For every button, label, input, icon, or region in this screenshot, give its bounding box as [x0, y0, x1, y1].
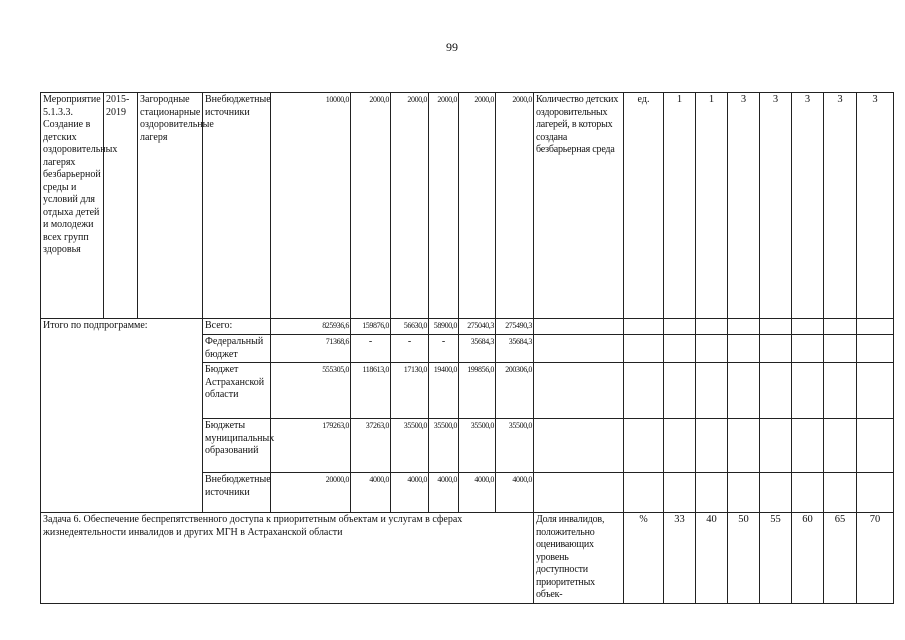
measure-indicator: Количество детских оздоровительных лагерей, в которых создана безбарьерная среда — [534, 93, 624, 319]
subtotal-amount: 4000,0 — [459, 473, 496, 513]
empty-cell — [664, 419, 696, 473]
measure-amount-2018: 2000,0 — [459, 93, 496, 319]
subtotal-amount: 37263,0 — [351, 419, 391, 473]
measure-row — [41, 93, 894, 319]
empty-cell — [696, 473, 728, 513]
subtotal-amount: 555305,0 — [271, 363, 351, 419]
measure-amount-2016: 2000,0 — [391, 93, 429, 319]
measure-value-7: 3 — [857, 93, 894, 319]
subtotal-amount: - — [351, 335, 391, 363]
subtotal-amount: 71368,6 — [271, 335, 351, 363]
empty-cell — [534, 363, 624, 419]
empty-cell — [624, 419, 664, 473]
task-value-1: 33 — [664, 513, 696, 604]
subtotal-amount: - — [391, 335, 429, 363]
subtotal-source: Бюджеты муниципальных образований — [203, 419, 271, 473]
empty-cell — [664, 363, 696, 419]
empty-cell — [760, 419, 792, 473]
measure-source: Внебюджетные источники — [203, 93, 271, 319]
measure-value-3: 3 — [728, 93, 760, 319]
empty-cell — [792, 363, 824, 419]
empty-cell — [534, 473, 624, 513]
empty-cell — [824, 419, 857, 473]
empty-cell — [696, 319, 728, 335]
subtotal-source: Федеральный бюджет — [203, 335, 271, 363]
subtotal-amount: 4000,0 — [351, 473, 391, 513]
subtotal-amount: 4000,0 — [496, 473, 534, 513]
empty-cell — [624, 319, 664, 335]
measure-amount-total: 10000,0 — [271, 93, 351, 319]
empty-cell — [696, 363, 728, 419]
empty-cell — [664, 473, 696, 513]
measure-name: Мероприятие 5.1.3.3. Создание в детских оздоровительных лагерях безбарьерной среды и условий для отдыха детей и молодежи всех групп здоровья — [41, 93, 104, 319]
task-unit: % — [624, 513, 664, 604]
empty-cell — [728, 319, 760, 335]
measure-value-6: 3 — [824, 93, 857, 319]
program-table — [40, 92, 894, 604]
subtotal-source: Внебюджетные источники — [203, 473, 271, 513]
empty-cell — [792, 319, 824, 335]
subtotal-amount: 200306,0 — [496, 363, 534, 419]
subtotal-amount: 35500,0 — [391, 419, 429, 473]
subtotal-row-total — [41, 319, 894, 335]
empty-cell — [824, 335, 857, 363]
subtotal-label: Итого по подпрограмме: — [41, 319, 203, 513]
subtotal-amount: 179263,0 — [271, 419, 351, 473]
subtotal-source: Бюджет Астраханской области — [203, 363, 271, 419]
subtotal-amount: 159876,0 — [351, 319, 391, 335]
measure-unit: ед. — [624, 93, 664, 319]
empty-cell — [857, 319, 894, 335]
empty-cell — [534, 335, 624, 363]
subtotal-amount: 4000,0 — [391, 473, 429, 513]
subtotal-source: Всего: — [203, 319, 271, 335]
subtotal-amount: 56630,0 — [391, 319, 429, 335]
subtotal-amount: 17130,0 — [391, 363, 429, 419]
subtotal-amount: 58900,0 — [429, 319, 459, 335]
task-value-4: 55 — [760, 513, 792, 604]
empty-cell — [664, 335, 696, 363]
task-value-3: 50 — [728, 513, 760, 604]
subtotal-amount: 35500,0 — [496, 419, 534, 473]
task-value-2: 40 — [696, 513, 728, 604]
empty-cell — [824, 473, 857, 513]
empty-cell — [664, 319, 696, 335]
measure-amount-2015: 2000,0 — [351, 93, 391, 319]
subtotal-amount: 275040,3 — [459, 319, 496, 335]
subtotal-amount: 825936,6 — [271, 319, 351, 335]
empty-cell — [857, 473, 894, 513]
subtotal-amount: 35684,3 — [496, 335, 534, 363]
subtotal-amount: 4000,0 — [429, 473, 459, 513]
empty-cell — [696, 335, 728, 363]
subtotal-amount: 199856,0 — [459, 363, 496, 419]
empty-cell — [792, 419, 824, 473]
page-number: 99 — [446, 40, 458, 54]
empty-cell — [824, 363, 857, 419]
empty-cell — [792, 473, 824, 513]
subtotal-amount: 118613,0 — [351, 363, 391, 419]
measure-period: 2015-2019 — [104, 93, 138, 319]
empty-cell — [760, 335, 792, 363]
empty-cell — [760, 363, 792, 419]
empty-cell — [728, 473, 760, 513]
measure-value-5: 3 — [792, 93, 824, 319]
empty-cell — [824, 319, 857, 335]
measure-amount-2017: 2000,0 — [429, 93, 459, 319]
measure-value-2: 1 — [696, 93, 728, 319]
subtotal-amount: - — [429, 335, 459, 363]
empty-cell — [696, 419, 728, 473]
measure-value-4: 3 — [760, 93, 792, 319]
subtotal-amount: 19400,0 — [429, 363, 459, 419]
subtotal-amount: 20000,0 — [271, 473, 351, 513]
empty-cell — [728, 363, 760, 419]
measure-executor: Загородные стационарные оздоровительные лагеря — [138, 93, 203, 319]
empty-cell — [624, 473, 664, 513]
measure-value-1: 1 — [664, 93, 696, 319]
empty-cell — [760, 473, 792, 513]
subtotal-amount: 35500,0 — [459, 419, 496, 473]
empty-cell — [728, 335, 760, 363]
subtotal-amount: 275490,3 — [496, 319, 534, 335]
empty-cell — [792, 335, 824, 363]
empty-cell — [760, 319, 792, 335]
task-value-6: 65 — [824, 513, 857, 604]
empty-cell — [534, 319, 624, 335]
empty-cell — [534, 419, 624, 473]
empty-cell — [624, 363, 664, 419]
empty-cell — [857, 419, 894, 473]
task-value-5: 60 — [792, 513, 824, 604]
measure-amount-2019: 2000,0 — [496, 93, 534, 319]
empty-cell — [857, 363, 894, 419]
empty-cell — [857, 335, 894, 363]
task-value-7: 70 — [857, 513, 894, 604]
empty-cell — [728, 419, 760, 473]
subtotal-amount: 35684,3 — [459, 335, 496, 363]
task-indicator: Доля инвалидов, положительно оценивающих уровень доступности приоритетных объек- — [534, 513, 624, 604]
subtotal-amount: 35500,0 — [429, 419, 459, 473]
task-text: Задача 6. Обеспечение беспрепятственного доступа к приоритетным объектам и услугам в сферах жизнедеятельности инвалидов и других МГН в Астраханской области — [41, 513, 534, 604]
task-row — [41, 513, 894, 604]
empty-cell — [624, 335, 664, 363]
